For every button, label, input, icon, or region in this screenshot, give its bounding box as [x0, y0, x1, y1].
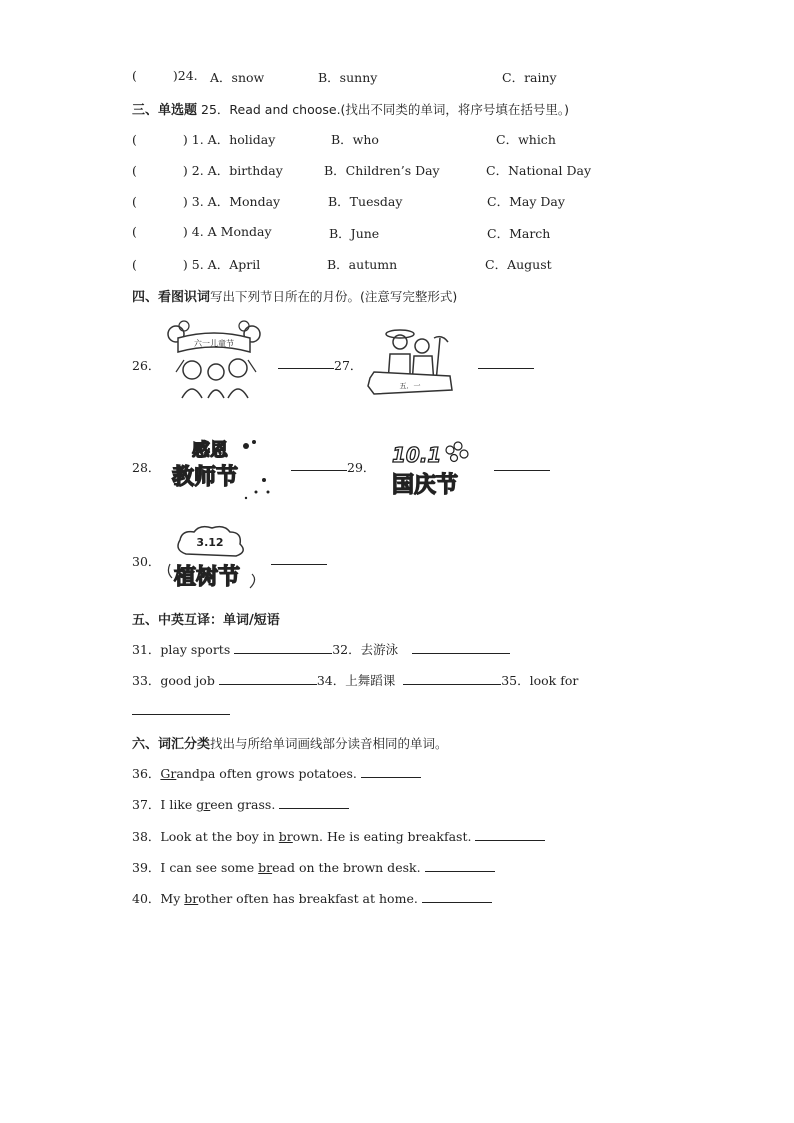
- question-32-text: 32．去游泳: [332, 642, 399, 657]
- option-b: B．who: [331, 132, 379, 147]
- mc-row-1: [132, 130, 275, 148]
- question-31: [132, 640, 510, 658]
- question-number: 39．: [132, 860, 161, 875]
- paren-open: (: [132, 68, 137, 83]
- underlined-part: Gr: [160, 766, 177, 781]
- option-b: B．autumn: [327, 257, 398, 272]
- option-a: 3. A．Monday: [191, 194, 281, 209]
- question-37: [132, 795, 349, 813]
- option-b: B．Tuesday: [328, 194, 403, 209]
- banner-text: 五．一: [399, 382, 421, 390]
- paren-close: ): [182, 194, 188, 209]
- question-34-text: 34．上舞蹈课: [316, 673, 396, 688]
- option-c: C．March: [487, 226, 551, 241]
- mc-row-2: [132, 161, 283, 179]
- title-line-2: 教师节: [172, 465, 239, 490]
- option-c: C．May Day: [487, 194, 565, 209]
- underlined-part: br: [258, 860, 273, 875]
- labour-day-image: [364, 324, 458, 400]
- section-instruction: 25．Read and choose.(找出不同类的单词，将序号填在括号里。): [201, 102, 570, 117]
- title-line-1: 10.1: [392, 443, 442, 467]
- question-24: [132, 68, 198, 83]
- question-40: [132, 889, 492, 907]
- answer-blank[interactable]: [361, 765, 421, 778]
- section-title: 三、单选题: [132, 103, 198, 118]
- paren-close: ): [182, 132, 188, 147]
- option-a: 4. A Monday: [191, 224, 272, 239]
- section-instruction: 找出与所给单词画线部分读音相同的单词。: [210, 736, 448, 751]
- question-number: 36．: [132, 766, 161, 781]
- option-c: C．which: [496, 132, 556, 147]
- question-26-answer[interactable]: [278, 356, 334, 372]
- question-38: [132, 827, 545, 845]
- paren-close: ): [172, 68, 178, 83]
- option-c: C．National Day: [486, 163, 592, 178]
- question-26-number: 26．: [132, 358, 161, 373]
- mc-row-5: [132, 255, 260, 273]
- option-a: 2. A．birthday: [191, 163, 283, 178]
- paren-open: (: [132, 257, 137, 272]
- sentence-rest: own. He is eating breakfast.: [292, 829, 472, 844]
- option-a: 5. A．April: [191, 257, 261, 272]
- paren-close: ): [182, 163, 188, 178]
- mc-row-4: [132, 224, 272, 239]
- title-text: 植树节: [174, 565, 241, 590]
- paren-open: (: [132, 132, 137, 147]
- question-29-answer[interactable]: [494, 458, 550, 474]
- question-27-answer[interactable]: [478, 356, 534, 372]
- title-line-1: 感恩: [192, 440, 228, 461]
- paren-open: (: [132, 163, 137, 178]
- date-text: 3.12: [196, 536, 224, 549]
- question-text: 33．good job: [132, 673, 215, 688]
- answer-blank[interactable]: [425, 859, 495, 872]
- sentence-start: I like: [160, 797, 197, 812]
- answer-blank[interactable]: [219, 672, 317, 685]
- paren-open: (: [132, 224, 137, 239]
- question-36: [132, 764, 421, 782]
- question-number: 38．: [132, 829, 161, 844]
- question-28-answer[interactable]: [291, 458, 347, 474]
- option-b: B．sunny: [318, 70, 378, 85]
- sentence-start: My: [160, 891, 185, 906]
- question-28-number: 28．: [132, 460, 161, 475]
- option-b: B．June: [329, 226, 380, 241]
- question-30-number: 30．: [132, 554, 161, 569]
- paren-close: ): [182, 224, 188, 239]
- section-4-header: [132, 286, 457, 305]
- paren-close: ): [182, 257, 188, 272]
- mc-row-3: [132, 192, 280, 210]
- section-6-header: [132, 733, 448, 752]
- question-39: [132, 858, 495, 876]
- question-number: 40．: [132, 891, 161, 906]
- question-35-answer[interactable]: [132, 702, 230, 718]
- paren-open: (: [132, 194, 137, 209]
- sentence-rest: other often has breakfast at home.: [198, 891, 418, 906]
- question-33: [132, 671, 578, 689]
- section-instruction: 写出下列节日所在的月份。(注意写完整形式): [210, 289, 458, 304]
- section-title: 六、词汇分类: [132, 737, 211, 752]
- sentence-rest: andpa often grows potatoes.: [176, 766, 357, 781]
- option-a: A．snow: [210, 70, 265, 85]
- underlined-part: br: [278, 829, 293, 844]
- banner-text: 六一儿童节: [194, 339, 234, 348]
- question-number: 24.: [177, 68, 198, 83]
- section-5-title: 五、中英互译：单词/短语: [132, 613, 280, 628]
- question-30-answer[interactable]: [271, 552, 327, 568]
- option-c: C．rainy: [502, 70, 557, 85]
- teachers-day-image: [160, 432, 280, 504]
- national-day-image: [388, 438, 484, 498]
- answer-blank[interactable]: [475, 828, 545, 841]
- answer-blank[interactable]: [234, 641, 332, 654]
- childrens-day-image: [164, 320, 264, 402]
- question-35-text: 35．look for: [501, 673, 579, 688]
- tree-planting-day-image: [164, 524, 260, 596]
- sentence-start: Look at the boy in: [160, 829, 279, 844]
- answer-blank[interactable]: [422, 890, 492, 903]
- section-3-header: [132, 99, 569, 118]
- underlined-part: gr: [196, 797, 211, 812]
- sentence-start: I can see some: [160, 860, 259, 875]
- sentence-rest: een grass.: [210, 797, 276, 812]
- question-27-number: 27．: [334, 358, 363, 373]
- question-number: 37．: [132, 797, 161, 812]
- title-line-2: 国庆节: [392, 473, 459, 498]
- option-c: C．August: [485, 257, 552, 272]
- underlined-part: br: [184, 891, 199, 906]
- option-b: B．Children’s Day: [324, 163, 440, 178]
- option-a: 1. A．holiday: [191, 132, 276, 147]
- section-title: 四、看图识词: [132, 290, 211, 305]
- answer-blank[interactable]: [412, 641, 510, 654]
- sentence-rest: ead on the brown desk.: [272, 860, 421, 875]
- question-29-number: 29．: [347, 460, 376, 475]
- question-text: 31．play sports: [132, 642, 231, 657]
- answer-blank[interactable]: [403, 672, 501, 685]
- answer-blank[interactable]: [279, 796, 349, 809]
